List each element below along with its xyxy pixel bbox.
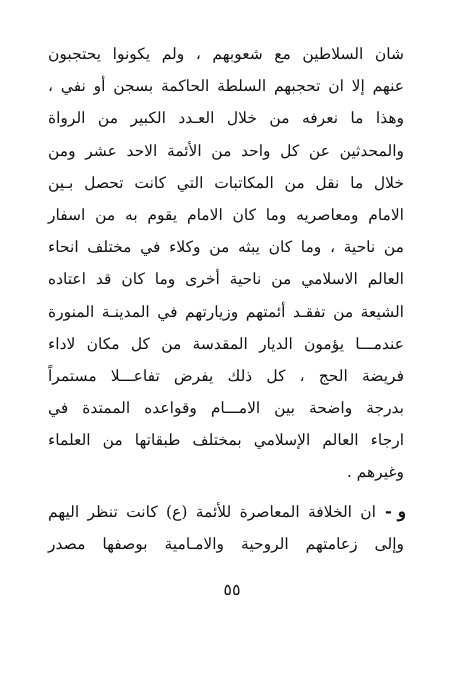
list-item-line: وإلى زعامتهم الروحية والامـامية بوصفها مصدر (48, 535, 404, 554)
paragraph-line: بدرجة واضحة بين الامـــام وقواعده الممتدة في (48, 399, 404, 418)
page-number: ٥٥ (223, 580, 241, 599)
paragraph-line: وغيرهم . (346, 463, 404, 482)
list-item (48, 496, 404, 560)
list-item-first-line (48, 496, 404, 528)
paragraph-line: عنهم إلا ان تحجبهم السلطة الحاكمة بسجن أو نفي ، (48, 77, 404, 96)
body-paragraph (48, 38, 404, 489)
paragraph-line: من ناحية ، وما كان يبثه من وكلاء في مختلف انحاء (48, 238, 404, 257)
paragraph-line: العالم الاسلامي من ناحية أخرى وما كان قد اعتاده (48, 270, 404, 289)
list-item-marker: و - (384, 502, 406, 522)
paragraph-line: شان السلاطين مع شعوبهم ، ولم يكونوا يحتجبون (48, 45, 404, 63)
paragraph-line: ارجاء العالم الإسلامي بمختلف طبقاتها من العلماء (48, 431, 404, 450)
paragraph-line: عندمـــا يؤمون الديار المقدسة من كل مكان لاداء (48, 334, 404, 353)
paragraph-line: وهذا ما نعرفه من خلال العـدد الكبير من الرواة (48, 109, 404, 128)
paragraph-line: فريضة الحج ، كل ذلك يفرض تفاعـــلا مستمراً (48, 366, 404, 385)
list-item-line: ان الخلافة المعاصرة للأئمة (ع) كانت تنظر اليهم (48, 503, 376, 521)
paragraph-line: خلال ما نقل من المكاتبات التي كانت تحصل بـين (48, 173, 404, 192)
paragraph-line: والمحدثين عن كل واحد من الأئمة الاحد عشر ومن (48, 141, 404, 160)
paragraph-line: الشيعة من تفقـد أئمتهم وزيارتهم في المدينـة المنورة (48, 302, 404, 321)
paragraph-line: الامام ومعاصريه وما كان الامام يقوم به من اسفار (48, 205, 404, 224)
